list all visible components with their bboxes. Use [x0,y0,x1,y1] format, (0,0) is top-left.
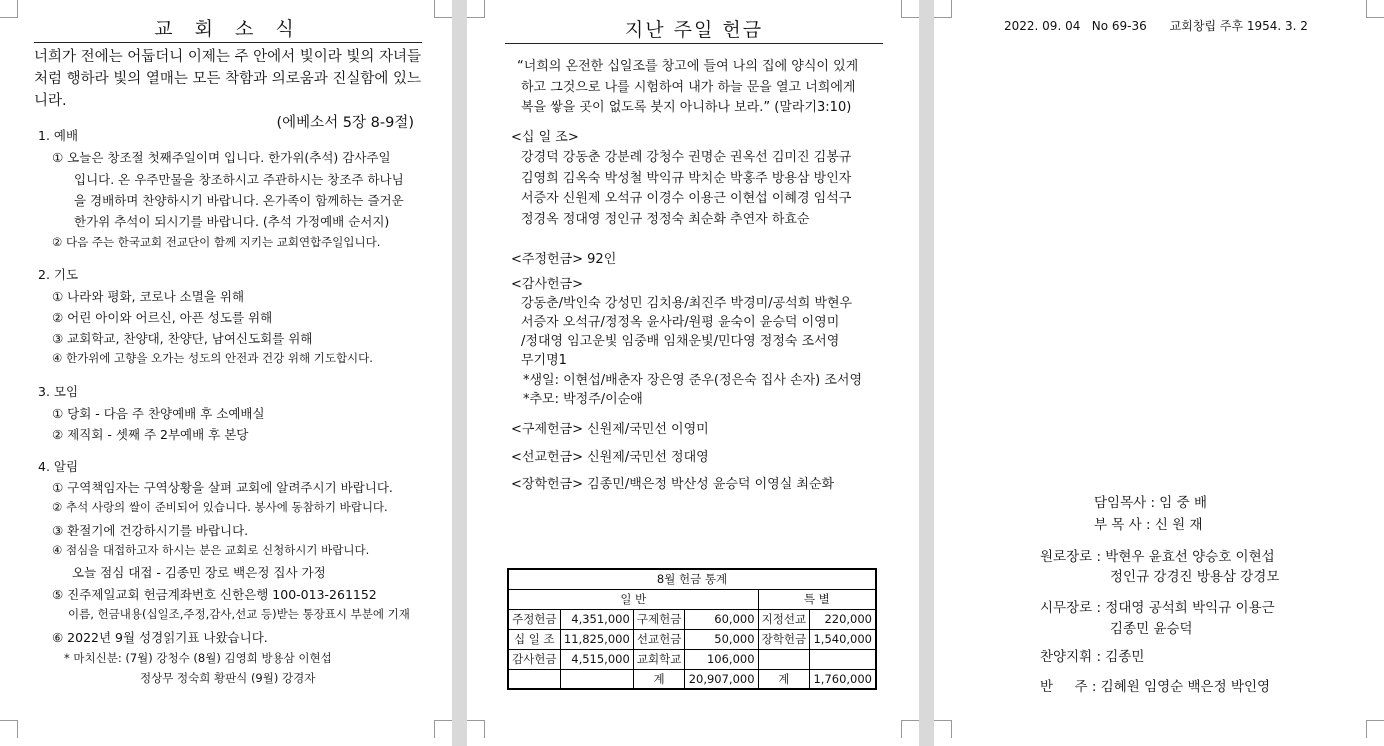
prayer-line: ③ 교회학교, 찬양대, 찬양단, 남여신도회를 위해 [52,331,313,346]
page-title: 지난 주일 헌금 [624,19,764,41]
choir-director: 찬양지휘 : 김종민 [1040,649,1145,665]
crop-mark [1366,720,1384,738]
table-cell [508,669,560,689]
crop-mark [434,0,452,18]
crop-mark [901,720,919,738]
table-cell: 60,000 [685,609,758,629]
tithe-names: 정경옥 정대영 정인규 정정숙 최순화 추연자 하효순 [521,212,810,227]
accompanist: 반 주 : 김혜원 임영순 백은정 박인영 [1040,679,1271,695]
section-worship-head: 1. 예배 [38,128,79,143]
table-row [508,629,876,649]
table-cell: 선교헌금 [633,629,685,649]
thanks-names: /정대영 임고운빛 임중배 임채운빛/민다영 정정숙 조서영 [521,334,840,349]
section-prayer-head: 2. 기도 [38,267,79,282]
table-title: 8월 헌금 통계 [508,569,876,589]
table-cell: 구제헌금 [633,609,685,629]
tithe-head: <십 일 조> [511,130,579,145]
crop-mark [467,0,485,18]
notice-line: ① 구역책임자는 구역상황을 살펴 교회에 알려주시기 바랍니다. [52,480,393,495]
section-meeting-head: 3. 모임 [38,384,79,399]
verse-reference: (에베소서 5장 8-9절) [276,115,414,131]
verse-text: 너희가 전에는 어둡더니 이제는 주 안에서 빛이라 빛의 자녀들처럼 행하라 빛의 열매는 모든 착함과 의로움과 진실함에 있느니라. [34,49,422,109]
table-cell: 4,351,000 [560,609,633,629]
crop-mark [0,720,18,738]
worship-line: 한가위 추석이 되시기를 바랍니다. (추석 가정예배 순서지) [74,214,390,229]
scripture-verse [34,46,422,134]
notice-line: ② 추석 사랑의 쌀이 준비되어 있습니다. 봉사에 동참하기 바랍니다. [52,500,388,514]
table-cell: 장학헌금 [758,629,810,649]
notice-line: 정상무 정숙희 황판식 (9월) 강경자 [140,671,316,685]
page-offering [467,0,919,746]
table-row [508,669,876,689]
offering-stats-table [507,568,877,690]
table-row [508,589,876,609]
table-cell: 감사헌금 [508,649,560,669]
section-notice-head: 4. 알림 [38,459,79,474]
table-row [508,609,876,629]
notice-line: ③ 환절기에 건강하시기를 바랍니다. [52,523,249,538]
emeritus-elders-cont: 정인규 강경진 방용삼 강경모 [1110,569,1280,585]
prayer-line: ④ 한가위에 고향을 오가는 성도의 안전과 건강 위해 기도합시다. [52,351,373,365]
table-cell: 교회학교 [633,649,685,669]
special-header: 특 별 [758,589,876,609]
birthday-line: *생일: 이현섭/배춘자 장은영 준우(정은숙 집사 손자) 조서영 [523,373,863,388]
meeting-line: ① 당회 - 다음 주 찬양예배 후 소예배실 [52,406,265,421]
tithe-names: 강경덕 강동춘 강분례 강청수 권명순 권옥선 김미진 김봉규 [521,150,852,165]
prayer-line: ① 나라와 평화, 코로나 소멸을 위해 [52,289,245,304]
verse-line: 복을 쌓을 곳이 없도록 붓지 아니하나 보라.” (말라기3:10) [521,100,852,115]
senior-pastor: 담임목사 : 임 중 배 [1094,495,1208,511]
active-elders: 시무장로 : 정대영 공석희 박익규 이용근 [1040,600,1275,616]
table-row [508,649,876,669]
notice-line: ⑥ 2022년 9월 성경읽기표 나왔습니다. [52,630,268,645]
notice-line: ⑤ 진주제일교회 헌금계좌번호 신한은행 100-013-261152 [52,587,377,602]
memorial-line: *추모: 박정주/이순애 [523,392,643,407]
worship-line: 입니다. 온 우주만물을 창조하시고 주관하시는 창조주 하나님 [74,172,404,187]
meeting-line: ② 제직회 - 셋째 주 2부예배 후 본당 [52,427,249,442]
mission-offering: <선교헌금> 신원제/국민선 정대영 [511,450,709,465]
table-cell [810,649,876,669]
table-cell: 50,000 [685,629,758,649]
general-header: 일 반 [508,589,758,609]
relief-offering: <구제헌금> 신원제/국민선 이영미 [511,422,709,437]
worship-line: ① 오늘은 창조절 첫째주일이며 입니다. 한가위(추석) 감사주일 [52,150,391,165]
table-row [508,569,876,589]
table-cell: 십 일 조 [508,629,560,649]
tithe-names: 서증자 신원제 오석규 이경수 이용근 이현섭 이혜경 임석구 [521,191,852,206]
thanks-names: 서증자 오석규/정정옥 윤사라/원평 윤숙이 윤승덕 이영미 [521,315,840,330]
table-cell: 106,000 [685,649,758,669]
table-cell: 1,540,000 [810,629,876,649]
worship-line: ② 다음 주는 한국교회 전교단이 함께 지키는 교회연합주일입니다. [52,235,381,249]
table-cell: 주정헌금 [508,609,560,629]
page-church-news [0,0,452,746]
crop-mark [934,720,952,738]
thanks-names: 무기명1 [521,353,567,368]
verse-line: “너희의 온전한 십일조를 창고에 들여 나의 집에 양식이 있게 [517,59,859,74]
table-cell: 20,907,000 [685,669,758,689]
table-cell [560,669,633,689]
title-rule [34,42,422,43]
verse-line: 하고 그것으로 나를 시험하여 내가 하늘 문을 열고 너희에게 [521,80,856,95]
thanks-names: 강동춘/박인숙 강성민 김치용/최진주 박경미/공석희 박현우 [521,296,853,311]
table-cell: 지정선교 [758,609,810,629]
associate-pastor: 부 목 사 : 신 원 재 [1094,517,1203,533]
worship-line: 을 경배하며 찬양하시기 바랍니다. 온가족이 함께하는 즐거운 [74,193,404,208]
bulletin-header: 2022. 09. 04 No 69-36 교회창립 주후 1954. 3. 2 [1004,19,1308,33]
prayer-line: ② 어린 아이와 어르신, 아픈 성도를 위해 [52,310,273,325]
table-cell: 220,000 [810,609,876,629]
notice-line: ④ 점심을 대접하고자 하시는 분은 교회로 신청하시기 바랍니다. [52,543,370,557]
table-cell: 4,515,000 [560,649,633,669]
thanks-head: <감사헌금> [511,277,584,292]
crop-mark [0,0,18,18]
crop-mark [467,720,485,738]
crop-mark [434,720,452,738]
table-cell: 계 [758,669,810,689]
page-title: 교 회 소 식 [154,18,302,40]
table-cell [758,649,810,669]
page-staff [934,0,1384,746]
scholarship-offering: <장학헌금> 김종민/백은정 박산성 윤승덕 이영실 최순화 [511,477,835,492]
notice-line: 오늘 점심 대접 - 김종민 장로 백은정 집사 가정 [72,565,326,580]
notice-line: 이름, 헌금내용(십일조,주정,감사,선교 등)받는 통장표시 부분에 기재 [68,607,410,621]
crop-mark [1366,0,1384,18]
emeritus-elders: 원로장로 : 박현우 윤효선 양승호 이현섭 [1040,549,1275,565]
title-rule [505,43,883,44]
table-cell: 11,825,000 [560,629,633,649]
crop-mark [934,0,952,18]
table-cell: 계 [633,669,685,689]
notice-line: * 마치신분: (7월) 강청수 (8월) 김영희 방용삼 이현섭 [64,651,332,665]
table-cell: 1,760,000 [810,669,876,689]
tithe-names: 김영희 김옥숙 박성철 박익규 박치순 박홍주 방용삼 방인자 [521,171,852,186]
crop-mark [901,0,919,18]
active-elders-cont: 김종민 윤승덕 [1110,621,1193,637]
weekly-offering: <주정헌금> 92인 [511,252,617,267]
